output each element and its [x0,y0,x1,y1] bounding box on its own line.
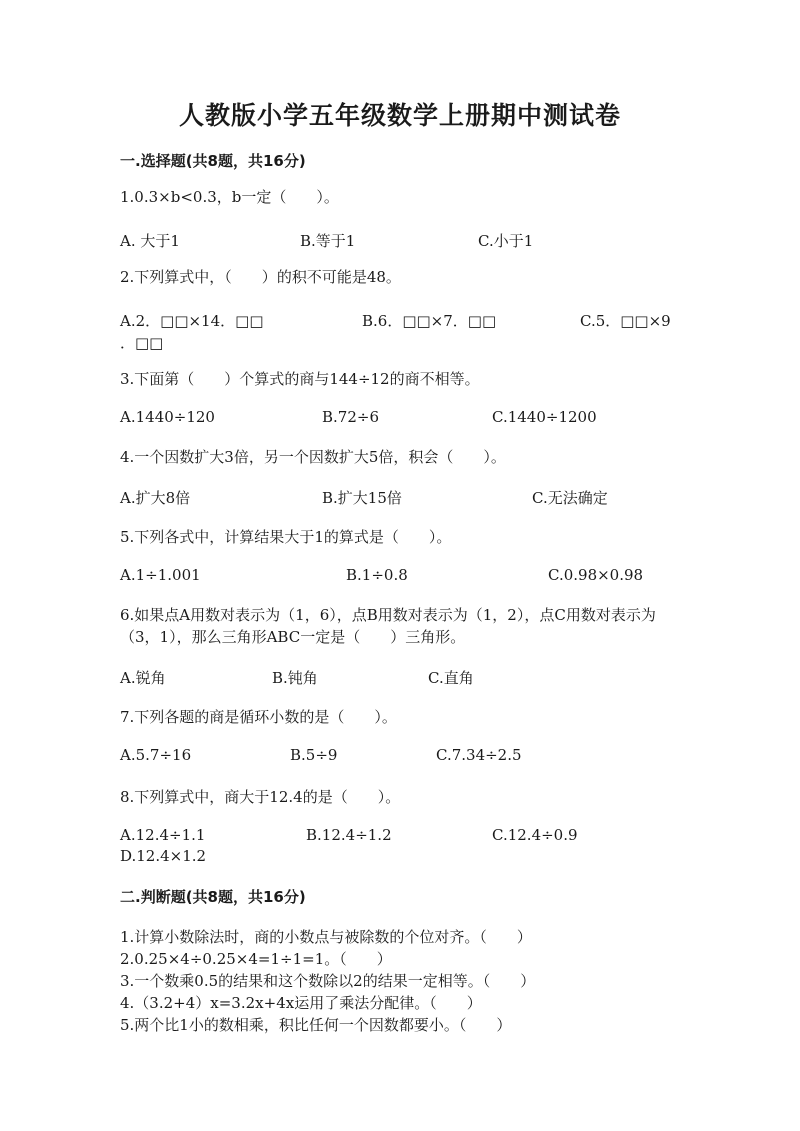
q7-option-a: A.5.7÷16 [120,746,192,764]
q6-option-a: A.锐角 [120,669,166,687]
q3-option-a: A.1440÷120 [120,408,215,426]
q7-option-c: C.7.34÷2.5 [436,746,522,764]
q2-option-b: B.6．□□×7．□□ [362,312,497,330]
judge-item-2: 2.0.25×4÷0.25×4=1÷1=1。（ ） [120,950,392,968]
exam-title: 人教版小学五年级数学上册期中测试卷 [178,101,621,130]
q1-option-c: C.小于1 [478,232,534,250]
judge-item-4: 4.（3.2+4）x=3.2x+4x运用了乘法分配律。（ ） [120,994,482,1012]
q3-option-b: B.72÷6 [322,408,379,426]
q8-option-c: C.12.4÷0.9 [492,826,578,844]
q5-option-a: A.1÷1.001 [120,566,201,584]
section-heading-choice: 一.选择题(共8题，共16分) [120,152,306,170]
q8-option-d: D.12.4×1.2 [120,847,207,865]
q1-option-b: B.等于1 [300,232,356,250]
section-heading-judge: 二.判断题(共8题，共16分) [120,888,306,906]
q2-option-c-continued: ．□□ [120,334,164,352]
q4-option-a: A.扩大8倍 [120,489,191,507]
judge-item-3: 3.一个数乘0.5的结果和这个数除以2的结果一定相等。（ ） [120,972,536,990]
q4-option-c: C.无法确定 [532,489,608,507]
judge-item-5: 5.两个比1小的数相乘，积比任何一个因数都要小。（ ） [120,1016,512,1034]
question-4: 4.一个因数扩大3倍，另一个因数扩大5倍，积会（ ）。 [120,448,506,466]
q2-option-c: C.5．□□×9 [580,312,671,330]
question-1: 1.0.3×b<0.3，b一定（ ）。 [120,188,339,206]
q6-option-b: B.钝角 [272,669,318,687]
q5-option-b: B.1÷0.8 [346,566,408,584]
q5-option-c: C.0.98×0.98 [548,566,644,584]
q3-option-c: C.1440÷1200 [492,408,597,426]
question-7: 7.下列各题的商是循环小数的是（ ）。 [120,708,397,726]
q7-option-b: B.5÷9 [290,746,338,764]
question-5: 5.下列各式中，计算结果大于1的算式是（ ）。 [120,528,452,546]
question-2: 2.下列算式中，（ ）的积不可能是48。 [120,268,401,286]
q6-option-c: C.直角 [428,669,474,687]
judge-item-1: 1.计算小数除法时，商的小数点与被除数的个位对齐。（ ） [120,928,532,946]
question-3: 3.下面第（ ）个算式的商与144÷12的商不相等。 [120,370,480,388]
q2-option-a: A.2．□□×14．□□ [120,312,264,330]
q1-option-a: A. 大于1 [120,232,180,250]
question-6: 6.如果点A用数对表示为（1，6），点B用数对表示为（1，2），点C用数对表示为（3，1），那么三角形ABC一定是（ ）三角形。 [120,606,656,646]
q4-option-b: B.扩大15倍 [322,489,402,507]
question-8: 8.下列算式中，商大于12.4的是（ ）。 [120,788,401,806]
q8-option-a: A.12.4÷1.1 [120,826,206,844]
q8-option-b: B.12.4÷1.2 [306,826,392,844]
